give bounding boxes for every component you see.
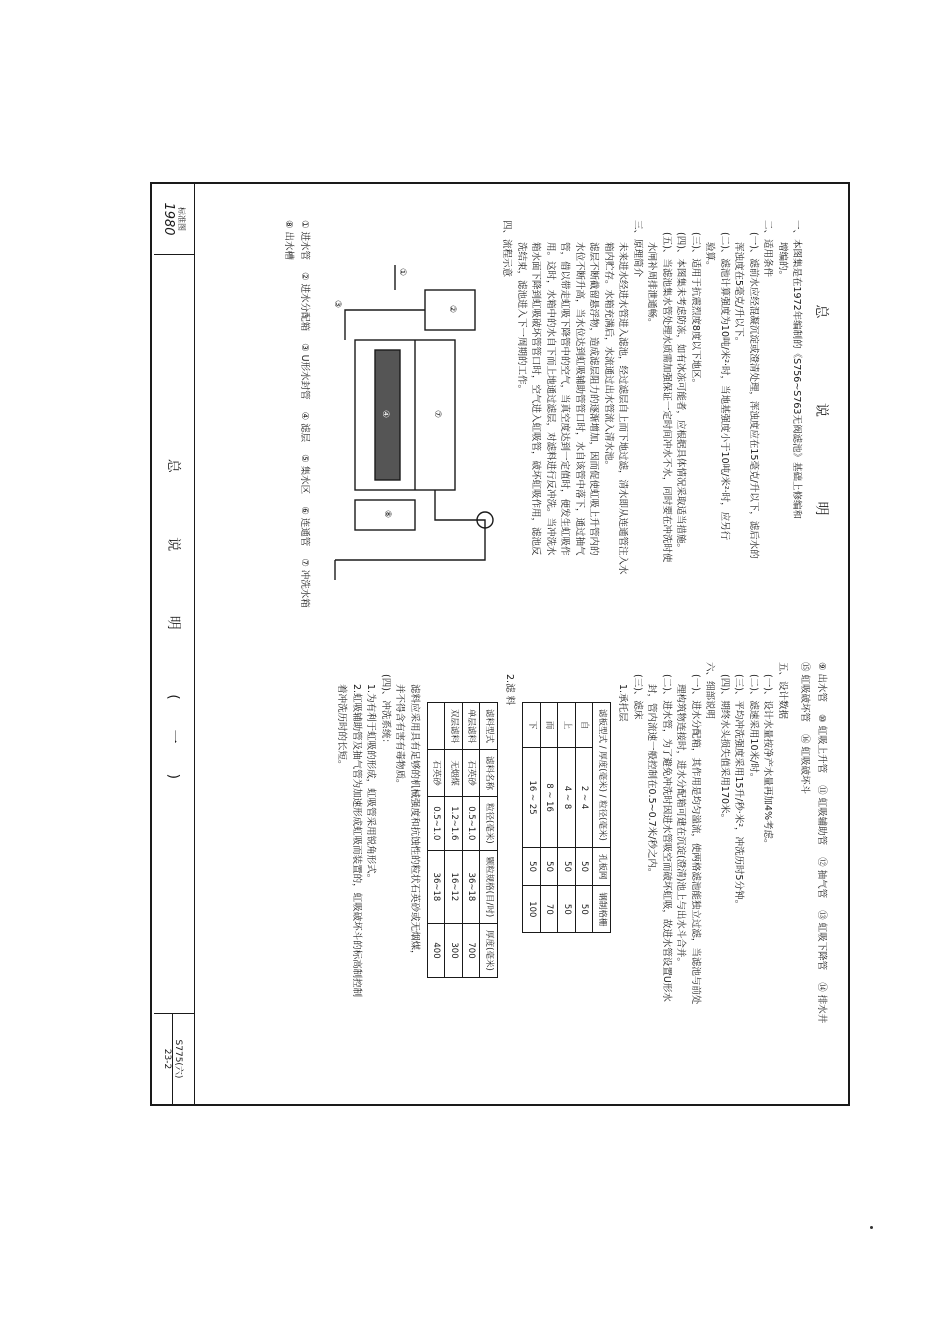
table-cell: 50 [523,847,541,886]
sheet-name: 总 说 明 (一) [154,254,194,1013]
table-cell: 而 [541,703,559,748]
text-line: 未来进水经进水管进入滤池，经过滤层自上而下地过滤，清水即从连通管注入水 [617,242,629,575]
table-cell: 16 ~ 25 [523,748,541,847]
filter-media-heading: 2.滤 料 [504,674,516,706]
text-line: (三)、适用于抗震烈度8度以下地区。 [690,232,701,388]
table-cell: 0.5~1.0 [428,797,446,851]
table-row [523,703,541,933]
table-row [541,703,559,933]
t1-header-2: 钢制格栅 [593,886,611,933]
text-line: (五)、当滤池集水管处理水质需加强保证一定时间冲水不水，同时要在冲洗时使 [661,232,672,563]
text-line: (二)、滤池计算强度为10吨/米²·时，当地基强度小于10吨/米²·时，应另行 [719,232,730,541]
table-cell: 自 [576,703,594,748]
table-cell [428,703,446,750]
table-header: 滤料型式 [480,703,498,750]
text-line: (四)、本图集未考虑防冻，如有冰冻可能者，应根据具体情况采取适当措施。 [675,232,687,553]
title-block [154,184,195,1104]
text-line: (二)、进水管，为了避免冲洗时因进水管吸空而破坏虹吸，故进水管设置U形水 [661,674,672,1002]
left-column [281,220,833,640]
text-line: 并不得含有害有毒物质。 [394,684,406,789]
table-header: 厚度(毫米) [480,924,498,978]
text-line: 着冲洗历时的长短。 [336,684,348,770]
text-line: (二)、滤速采用10米/时。 [748,674,759,783]
table-cell: 单层滤料 [463,703,481,750]
table-row [463,703,481,978]
text-line: 水闸补周排泄通畅。 [646,242,658,328]
sheet-code-cell [154,1013,194,1104]
text-line: (四)、冲洗系统： [380,674,391,748]
legend-item: ⑩ 虹吸上升管 [816,714,827,774]
table-cell: 100 [523,886,541,933]
filter-media-table [427,702,498,978]
text-line: 六、细部说明 [704,662,716,720]
table-cell: 70 [541,886,559,933]
table-cell: 0.5~1.0 [463,797,481,851]
svg-text:⑦: ⑦ [432,410,442,419]
text-line: 2.虹吸辅助管及抽气管为加速形成虹吸而装置的，虹吸破坏斗的标高制控制 [351,684,362,998]
text-line: 水位不断升高，当水位达到虹吸辅助管管口时，水自该管中落下，通过抽气 [574,242,585,556]
table-cell: 400 [428,924,446,978]
table-header: 粒径(毫米) [480,797,498,851]
flow-diagram [325,260,495,600]
text-line: (一)、进水分配箱，其作用是均匀溢流，使两格滤池能独立过滤，当滤池与前处 [690,674,701,1005]
text-line: (一)、设计水量按净产水量再加4%考虑。 [762,674,774,849]
text-line: 1.承托层 [617,684,629,722]
legend-item: ④ 滤层 [299,411,311,443]
text-line: 二、适用条件 [762,220,774,278]
table-row [558,703,576,933]
text-line: 增编的。 [777,242,788,281]
legend-item: ③ U形水封管 [299,343,311,400]
table-cell: 50 [558,886,576,933]
support-layer-table [523,702,612,933]
stray-mark [870,1226,873,1229]
text-line: 1.为有利于虹吸的形成，虹吸管采用锐角形式。 [365,684,377,884]
svg-text:④: ④ [380,410,390,419]
text-line: 箱内贮存。水箱充满后，水流通过出水管流入清水池。 [603,242,614,471]
table-cell: 石英砂 [428,750,446,797]
table-cell: 8 ~ 16 [541,748,559,847]
legend-item: ⑪ 虹吸辅助管 [816,785,827,846]
text-line: (三)、滤床 [632,674,643,720]
text-line: 箱水面下降到虹吸破坏管管口时，空气进入虹吸管，破坏虹吸作用，滤池反 [530,242,542,556]
t1-header-0: 滤板型式 / 厚度(毫米) / 粒径(毫米) [593,703,611,848]
text-line: (三)、平均冲洗强度采用15升/秒·米²，冲洗历时5分钟。 [733,674,745,910]
table-cell: 石英砂 [463,750,481,797]
table-cell: 700 [463,924,481,978]
table-row [428,703,446,978]
legend-item: ⑯ 虹吸破坏斗 [799,734,811,795]
legend-item: ⑭ 排水井 [816,982,827,1024]
table-cell: 1.2~1.6 [445,797,463,851]
text-line: 五、设计数据 [777,662,788,720]
legend-item: ⑨ 出水管 [816,662,827,703]
table-cell: 50 [558,847,576,886]
table-cell: 50 [576,886,594,933]
text-line: (一)、滤前水应经混凝沉淀或澄清处理，浑浊度应在15毫克/升以下，滤后水的 [748,232,759,559]
sheet-code: S775(六) [173,1039,183,1079]
left-text-block [499,220,804,640]
page-title: 总 说 明 [813,304,829,556]
table-cell: 36~18 [428,850,446,924]
table-header: 滤料名称 [480,750,498,797]
legend-item: ⑬ 虹吸下降管 [816,910,827,971]
legend-item: ⑦ 冲洗水箱 [299,558,311,608]
table-row [576,703,594,933]
table-cell: 2 ~ 4 [576,748,594,847]
legend-item: ⑮ 虹吸破坏管 [799,662,811,723]
legend-item: ② 进水分配箱 [299,272,311,332]
text-line: 滤层不断截留悬浮物，造成滤层阻力的逐渐增加，因而促使虹吸上升管内的 [588,242,600,556]
text-line: 浑浊度在5毫克/升以下。 [733,242,745,347]
svg-text:①: ① [397,268,407,277]
text-line: 管，借以带走虹吸下降管中的空气，当真空度达到一定值时，便发生虹吸作 [559,242,571,556]
table-cell: 上 [558,703,576,748]
table-cell: 16~12 [445,850,463,924]
right-text-block-b [334,662,421,1082]
rotated-content [154,184,850,1104]
drawing-sheet [150,182,850,1106]
table-cell: 50 [541,847,559,886]
legend-item: ⑥ 连通管 [299,506,311,547]
text-line: 一、本图集是在1972年编制的《S756~S763无阀滤池》基础上修编和 [791,220,803,519]
std-year: 1980 [161,202,176,236]
right-column [334,662,832,1082]
table-cell: 无烟煤 [445,750,463,797]
table-cell: 双层滤料 [445,703,463,750]
left-legend [281,220,312,640]
right-legend [797,662,828,1082]
sheet-page: 23-2 [162,1014,173,1104]
table-cell: 4 ~ 8 [558,748,576,847]
table-cell: 下 [523,703,541,748]
table-row [445,703,463,978]
table-cell: 300 [445,924,463,978]
svg-text:③: ③ [332,300,342,309]
text-line: (四)、期终水头损失值采用170米。 [719,674,730,824]
text-line: 洗结束，滤池进入下一周期的工作。 [516,242,527,395]
std-label: 标准图 [177,207,186,231]
legend-item: ⑧ 出水槽 [283,220,294,261]
legend-item: ① 进水管 [299,220,311,261]
svg-text:②: ② [447,305,457,314]
table-header: 颗粒规格(目/吋) [480,850,498,924]
text-line: 理构筑物连接时，进水分配箱可建在沉淀(澄清)池上与出水斗合并。 [675,684,687,967]
text-line: 验算。 [704,242,716,271]
text-line: 封，管内流速一般控制在0.5~0.7米/秒之内。 [646,684,658,878]
legend-item: ⑫ 抽气管 [816,857,827,899]
text-line: 用。这时，水箱中的水自下而上地通过滤层，对滤料进行反冲洗。当冲洗水 [545,242,556,556]
right-text-block-a [615,662,789,1082]
text-line: 四、流程示意 [501,220,513,278]
svg-text:⑧: ⑧ [382,510,392,519]
text-line: 三、原理简介 [632,220,643,278]
table-cell: 36~18 [463,850,481,924]
t1-header-1: 孔板网 [593,847,611,886]
legend-item: ⑤ 集水区 [299,454,311,495]
text-line: 滤料应采用具有足够的机械强度和抗蚀性的粒状石英砂或无烟煤， [409,684,420,960]
standard-label-cell [154,184,194,254]
table-cell: 50 [576,847,594,886]
